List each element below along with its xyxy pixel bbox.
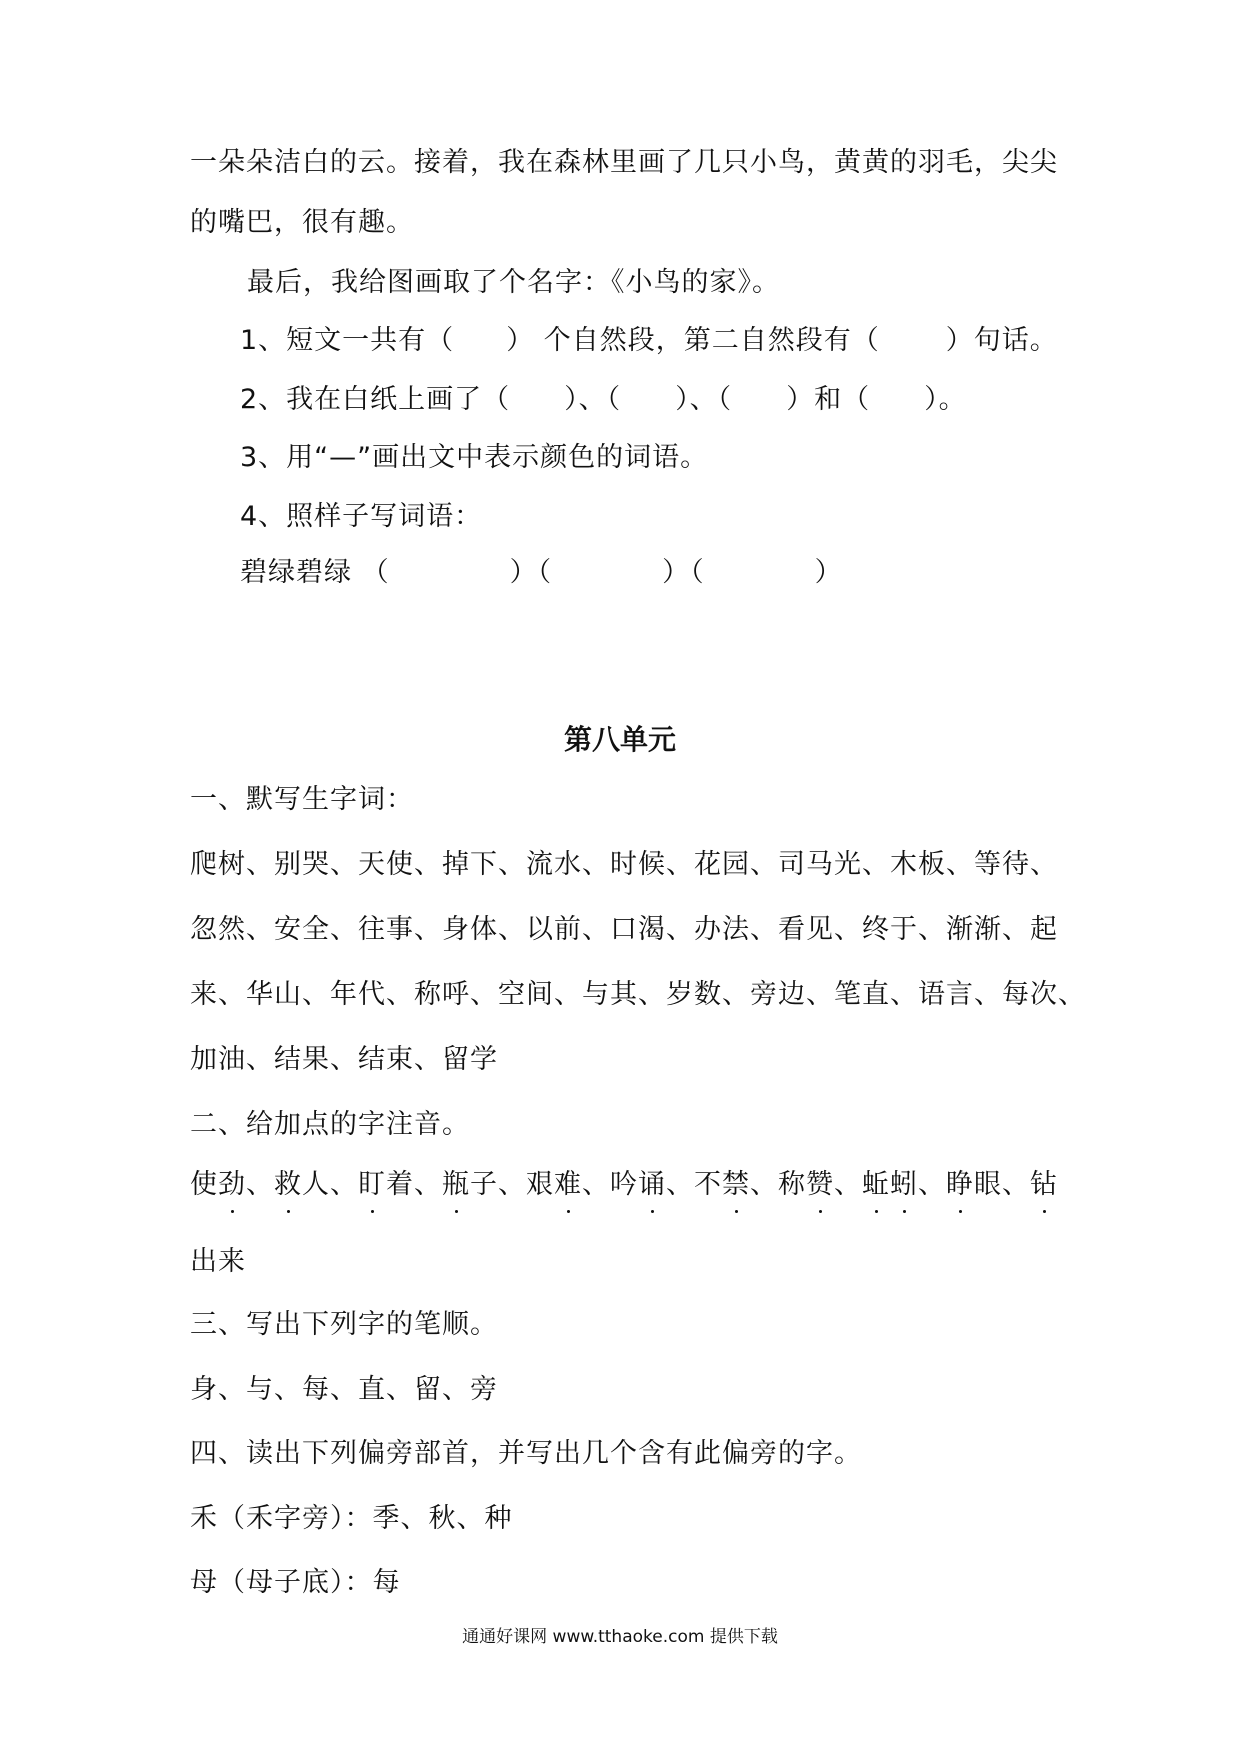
word-char: 艰 [526,1169,554,1200]
example-paren-c: ）（ [662,557,705,588]
dotted-char: 难 [554,1165,582,1205]
question-2-part-c: ）、（ [675,384,733,415]
question-1 [240,321,1058,361]
section-2-heading: 二、给加点的字注音。 [190,1109,470,1140]
dotted-char: 钻 [1030,1165,1058,1205]
section-3-heading: 三、写出下列字的笔顺。 [190,1309,498,1340]
dotted-char: 劲 [218,1165,246,1205]
dotted-char: 蚓 [890,1165,918,1205]
example-word: 碧绿碧绿 （ [240,557,390,588]
section-4-heading: 四、读出下列偏旁部首，并写出几个含有此偏旁的字。 [190,1438,862,1469]
question-2-part-a: 2、我在白纸上画了（ [240,384,511,415]
pinyin-word-line-2: 出来 [190,1246,246,1277]
example-paren-d: ） [814,557,843,588]
word-char: 眼 [974,1169,1002,1200]
word-char: 、 [918,1169,946,1200]
passage-line-1: 一朵朵洁白的云。接着，我在森林里画了几只小鸟，黄黄的羽毛，尖尖 [190,147,1058,178]
word-char: 、 [1002,1169,1030,1200]
word-char: 、 [246,1169,274,1200]
question-4-example [240,553,843,593]
dotted-char: 禁 [722,1165,750,1205]
dotted-char: 睁 [946,1165,974,1205]
radical-line-1: 禾（禾字旁）：季、秋、种 [190,1503,513,1534]
word-char: 人 [302,1169,330,1200]
vocab-line-1: 爬树、别哭、天使、掉下、流水、时候、花园、司马光、木板、等待、 [190,849,1058,880]
unit-title: 第八单元 [563,723,676,756]
word-char: 不 [694,1169,722,1200]
dotted-char: 盯 [358,1165,386,1205]
passage-line-3: 最后，我给图画取了个名字：《小鸟的家》。 [247,267,780,298]
question-2-part-e: ）。 [924,384,967,415]
question-2 [240,380,967,420]
word-char: 使 [190,1169,218,1200]
question-1-part-b: ） 个自然段，第二自然段有（ [506,325,880,356]
vocab-line-4: 加油、结果、结束、留学 [190,1044,498,1075]
dotted-char: 瓶 [442,1165,470,1205]
word-char: 、 [834,1169,862,1200]
question-3: 3、用“—”画出文中表示颜色的词语。 [240,442,709,473]
word-char: 子 [470,1169,498,1200]
word-char: 称 [778,1169,806,1200]
section-1-heading: 一、默写生字词： [190,784,414,815]
question-2-part-d: ）和（ [786,384,871,415]
word-char: 着 [386,1169,414,1200]
word-char: 、 [750,1169,778,1200]
question-1-part-a: 1、短文一共有（ [240,325,455,356]
passage-line-2: 的嘴巴，很有趣。 [190,207,414,238]
radical-line-2: 母（母子底）：每 [190,1567,401,1598]
dotted-char: 诵 [638,1165,666,1205]
question-4: 4、照样子写词语： [240,501,483,532]
pinyin-word-line [190,1165,1058,1205]
word-char: 、 [666,1169,694,1200]
word-char: 、 [330,1169,358,1200]
word-char: 、 [582,1169,610,1200]
word-char: 、 [498,1169,526,1200]
dotted-char: 蚯 [862,1165,890,1205]
page-footer: 通通好课网 www.tthaoke.com 提供下载 [462,1627,778,1647]
vocab-line-2: 忽然、安全、往事、身体、以前、口渴、办法、看见、终于、渐渐、起 [190,914,1058,945]
question-1-part-c: ）句话。 [945,325,1058,356]
vocab-line-3: 来、华山、年代、称呼、空间、与其、岁数、旁边、笔直、语言、每次、 [190,979,1086,1010]
word-char: 、 [414,1169,442,1200]
example-paren-b: ）（ [509,557,553,588]
dotted-char: 赞 [806,1165,834,1205]
word-char: 吟 [610,1169,638,1200]
stroke-order-chars: 身、与、每、直、留、旁 [190,1374,498,1405]
dotted-char: 救 [274,1165,302,1205]
question-2-part-b: ）、（ [564,384,622,415]
